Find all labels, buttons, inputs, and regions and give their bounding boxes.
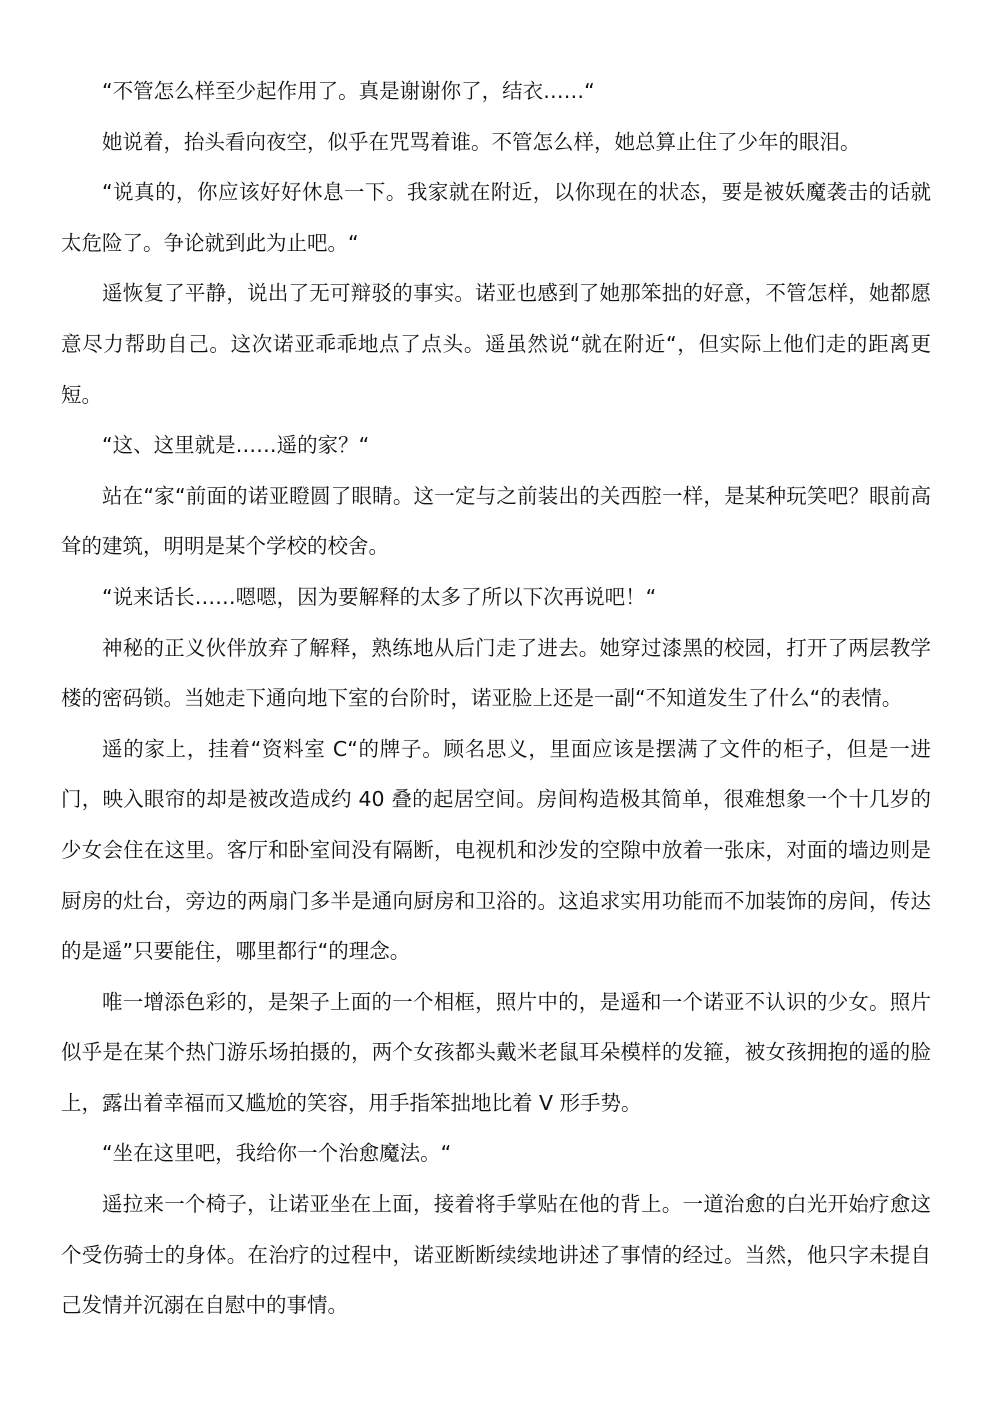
paragraph-4: 遥恢复了平静，说出了无可辩驳的事实。诺亚也感到了她那笨拙的好意，不管怎样，她都愿意尽力帮助自己。这次诺亚乖乖地点了点头。遥虽然说“就在附近“，但实际上他们走的距离更短。 <box>61 281 931 407</box>
paragraph-12: 遥拉来一个椅子，让诺亚坐在上面，接着将手掌贴在他的背上。一道治愈的白光开始疗愈这个受伤骑士的身体。在治疗的过程中，诺亚断断续续地讲述了事情的经过。当然，他只字未提自己发情并沉溺在自慰中的事情。 <box>61 1192 931 1318</box>
paragraph-6: 站在“家“前面的诺亚瞪圆了眼睛。这一定与之前装出的关西腔一样，是某种玩笑吧？眼前高耸的建筑，明明是某个学校的校舍。 <box>61 483 931 559</box>
document-body <box>61 66 931 1331</box>
paragraph-2: 她说着，抬头看向夜空，似乎在咒骂着谁。不管怎么样，她总算止住了少年的眼泪。 <box>102 129 861 154</box>
paragraph-3: “说真的，你应该好好休息一下。我家就在附近，以你现在的状态，要是被妖魔袭击的话就太危险了。争论就到此为止吧。“ <box>61 180 931 255</box>
paragraph-10: 唯一增添色彩的，是架子上面的一个相框，照片中的，是遥和一个诺亚不认识的少女。照片似乎是在某个热门游乐场拍摄的，两个女孩都头戴米老鼠耳朵模样的发箍，被女孩拥抱的遥的脸上，露出着幸福而又尴尬的笑容，用手指笨拙地比着 V 形手势。 <box>61 989 931 1115</box>
paragraph-1: “不管怎么样至少起作用了。真是谢谢你了，结衣……“ <box>102 79 595 103</box>
paragraph-8: 神秘的正义伙伴放弃了解释，熟练地从后门走了进去。她穿过漆黑的校园，打开了两层教学楼的密码锁。当她走下通向地下室的台阶时，诺亚脸上还是一副“不知道发生了什么“的表情。 <box>61 635 931 711</box>
paragraph-11: “坐在这里吧，我给你一个治愈魔法。“ <box>102 1141 452 1166</box>
paragraph-7: “说来话长……嗯嗯，因为要解释的太多了所以下次再说吧！“ <box>102 584 657 609</box>
paragraph-5: “这、这里就是……遥的家？“ <box>102 433 370 458</box>
paragraph-9: 遥的家上，挂着“资料室 C“的牌子。顾名思义，里面应该是摆满了文件的柜子，但是一进门，映入眼帘的却是被改造成约 40 叠的起居空间。房间构造极其简单，很难想象一个十几岁的少女会住在这里。客厅和卧室间没有隔断，电视机和沙发的空隙中放着一张床，对面的墙边则是厨房的灶台，旁边的两扇门多半是通向厨房和卫浴的。这追求实用功能而不加装饰的房间，传达的是遥”只要能住，哪里都行“的理念。 <box>61 736 931 964</box>
